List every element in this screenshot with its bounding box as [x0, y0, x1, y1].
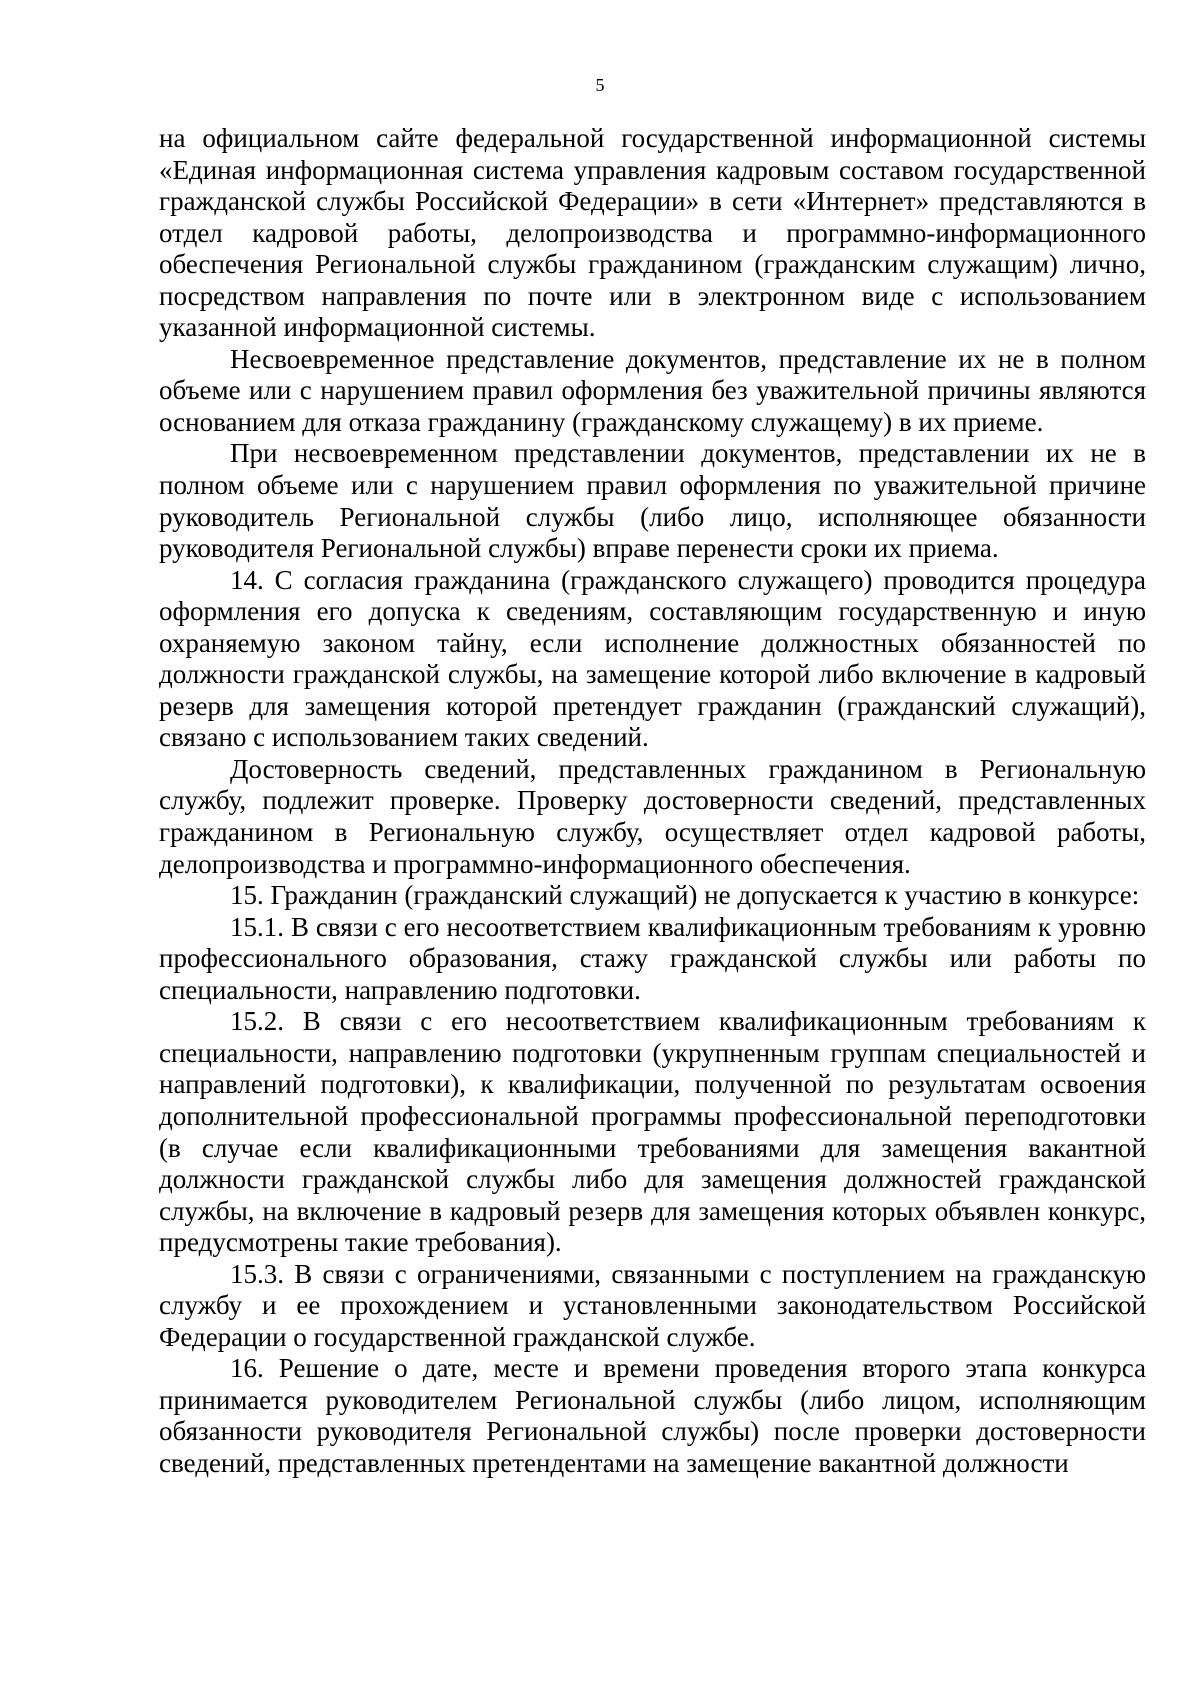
paragraph-continuation: на официальном сайте федеральной государственной информационной системы «Единая информационная система управления кадровым составом государственной гражданской службы Российской Федерации» в сети «Интернет» представляются в отдел кадровой работы, делопроизводства и программно-информационного обеспечения Региональной службы гражданином (гражданским служащим) лично, посредством направления по почте или в электронном виде с использованием указанной информационной системы. [159, 123, 1146, 343]
paragraph-item-15-2: 15.2. В связи с его несоответствием квалификационным требованиям к специальности, направлению подготовки (укрупненным группам специальностей и направлений подготовки), к квалификации, полученной по результатам освоения дополнительной профессиональной программы профессиональной переподготовки (в случае если квалификационными требованиями для замещения вакантной должности гражданской службы либо для замещения должностей гражданской службы, на включение в кадровый резерв для замещения которых объявлен конкурс, предусмотрены такие требования). [159, 1006, 1146, 1258]
paragraph-item-15-3: 15.3. В связи с ограничениями, связанными с поступлением на гражданскую службу и ее прохождением и установленными законодательством Российской Федерации о государственной гражданской службе. [159, 1258, 1146, 1352]
paragraph-item-15: 15. Гражданин (гражданский служащий) не допускается к участию в конкурсе: [230, 880, 1140, 911]
paragraph-valid-reason: При несвоевременном представлении документов, представлении их не в полном объеме или с нарушением правил оформления по уважительной причине руководитель Региональной службы (либо лицо, исполняющее обязанности руководителя Региональной службы) вправе перенести сроки их приема. [159, 438, 1146, 564]
paragraph-item-16: 16. Решение о дате, месте и времени проведения второго этапа конкурса принимается руководителем Региональной службы (либо лицом, исполняющим обязанности руководителя Региональной службы) после проверки достоверности сведений, представленных претендентами на замещение вакантной должности [159, 1353, 1146, 1478]
paragraph-late-submission: Несвоевременное представление документов, представление их не в полном объеме или с нарушением правил оформления без уважительной причины являются основанием для отказа гражданину (гражданскому служащему) в их приеме. [159, 343, 1146, 437]
paragraph-item-14: 14. С согласия гражданина (гражданского служащего) проводится процедура оформления его допуска к сведениям, составляющим государственную и иную охраняемую законом тайну, если исполнение должностных обязанностей по должности гражданской службы, на замещение которой либо включение в кадровый резерв для замещения которой претендует гражданин (гражданский служащий), связано с использованием таких сведений. [159, 564, 1146, 753]
document-body [159, 123, 1146, 1480]
paragraph-verification: Достоверность сведений, представленных гражданином в Региональную службу, подлежит проверке. Проверку достоверности сведений, представленных гражданином в Региональную службу, осуществляет отдел кадровой работы, делопроизводства и программно-информационного обеспечения. [159, 753, 1146, 879]
page-number: 5 [595, 75, 605, 95]
paragraph-item-15-1: 15.1. В связи с его несоответствием квалификационным требованиям к уровню профессионального образования, стажу гражданской службы или работы по специальности, направлению подготовки. [159, 911, 1146, 1005]
